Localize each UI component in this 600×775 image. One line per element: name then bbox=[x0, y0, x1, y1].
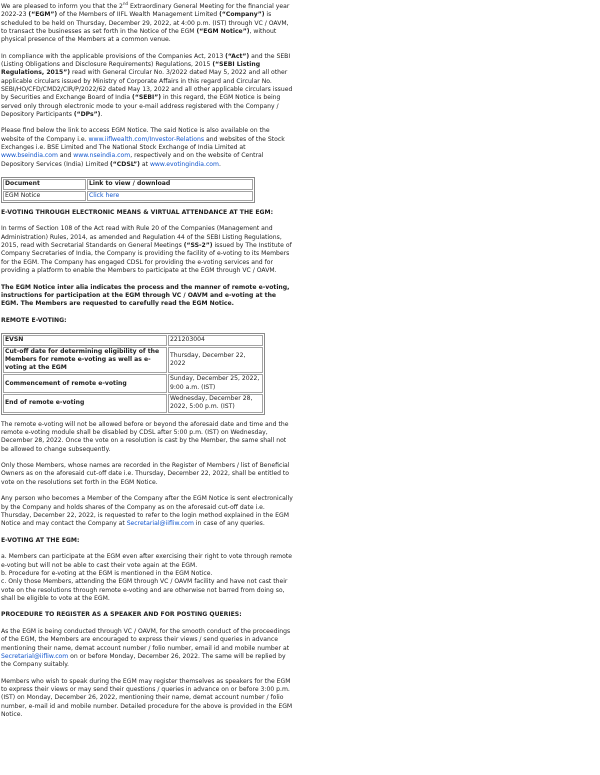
text-run: . bbox=[100, 110, 103, 118]
speaker-paragraph-1 bbox=[1, 628, 295, 669]
text-run: In terms of Section 108 of the Act read with Rule 20 of the Companies (Management and Administration) Rules, 2014, as amended and Regulation 44 of the SEBI Listing Regulations, 2015, read with Secretarial Standards on General Meetings bbox=[1, 225, 282, 250]
evsn-value: 221203004 bbox=[168, 335, 263, 345]
text-run: read with General Circular No. 3/2022 dated May 5, 2022 and all other applicable circulars issued by Ministry of Corporate Affairs in this regard and Circular No. SEBI/HO/CFD/CMD2/CIR/P/2022/62 dated May 13, 2022 and all other applicable circulars issued by Securities and Exchange Board of India bbox=[1, 69, 293, 102]
egm-notice-email bbox=[0, 0, 297, 719]
speaker-paragraph-2: Members who wish to speak during the EGM may register themselves as speakers for the EGM to express their views or may send their questions / queries in advance on or before 3:00 p.m. (IST) on Monday, December 26, 2022, mentioning their name, demat account number / folio number, e-mail id and mobile number. Detailed procedure for the above is provided in the EGM Notice. bbox=[1, 677, 293, 719]
defined-term: (“Company”) bbox=[219, 11, 265, 19]
remote-evoting-heading: REMOTE E-VOTING: bbox=[1, 316, 67, 324]
defined-term: (“SEBI”) bbox=[132, 94, 162, 102]
defined-term: (“EGM”) bbox=[28, 11, 58, 19]
inline-link[interactable]: Secretarial@iifliw.com bbox=[1, 652, 69, 660]
text-run: in case of any queries. bbox=[193, 520, 265, 528]
intro-paragraph-3 bbox=[1, 127, 295, 168]
text-run: , respectively and on the website of Central Depository Services (India) Limited bbox=[1, 152, 264, 168]
inline-link[interactable]: www.nseindia.com bbox=[73, 152, 131, 160]
commencement-label: Commencement of remote e-voting bbox=[3, 374, 167, 393]
defined-term: (“CDSL”) bbox=[110, 160, 140, 168]
text-run: is scheduled to be held on Thursday, December 29, 2022, at 4:00 p.m. (IST) through VC / OAVM, to transact the businesses as set forth in the Notice of the EGM bbox=[1, 11, 289, 35]
text-run: and the SEBI (Listing Obligations and Disclosure Requirements) Regulations, 2015 bbox=[1, 52, 291, 69]
download-link-cell bbox=[87, 191, 253, 201]
text-run: of the Members of IIFL Wealth Management Limited bbox=[57, 11, 220, 19]
evoting-bold-note: The EGM Notice inter alia indicates the process and the manner of remote e-voting, instructions for participation at the EGM through VC / OAVM and e-voting at the EGM. The Members are requested to carefully read the EGM Notice. bbox=[1, 283, 290, 308]
inline-link[interactable]: www.bseindia.com bbox=[1, 152, 58, 160]
egm-notice-document-table bbox=[1, 177, 255, 203]
link-column-header: Link to view / download bbox=[87, 179, 253, 189]
cutoff-date-label: Cut-off date for determining eligibility of the Members for remote e-voting as well as e-voting at the EGM bbox=[3, 347, 167, 374]
evoting-section-paragraph bbox=[1, 225, 295, 275]
defined-term: (“DPs”) bbox=[73, 110, 101, 118]
remote-evoting-paragraph-2: Only those Members, whose names are recorded in the Register of Members / list of Beneficial Owners as on the aforesaid cut-off date i.e. Thursday, December 22, 2022, shall be entitled to vote on the resolutions set forth in the EGM Notice. bbox=[1, 462, 290, 486]
table-row bbox=[3, 191, 253, 201]
cutoff-date-value: Thursday, December 22, 2022 bbox=[168, 347, 263, 374]
text-run: issued by The Institute of Company Secretaries of India, the Company is providing the facility of e-voting to its Members for the EGM. The Company has engaged CDSL for providing the e-voting services and for providing a platform to enable the Members to participate at the EGM through VC / OAVM. bbox=[1, 242, 292, 274]
text-run: Extraordinary General Meeting for the financial year 2022-23 bbox=[1, 3, 290, 19]
text-run: We are pleased to inform you that the 2 bbox=[1, 3, 123, 10]
table-row bbox=[3, 335, 263, 345]
remote-evoting-schedule-table bbox=[1, 333, 265, 414]
text-run: Please find below the link to access EGM Notice. The said Notice is also available on the website of the Company i.e. bbox=[1, 127, 270, 143]
evoting-section-heading: E-VOTING THROUGH ELECTRONIC MEANS & VIRTUAL ATTENDANCE AT THE EGM: bbox=[1, 208, 274, 216]
list-item: a. Members can participate at the EGM even after exercising their right to vote through remote e-voting but will not be able to cast their vote again at the EGM. bbox=[1, 553, 293, 569]
evoting-at-egm-list bbox=[1, 553, 295, 603]
text-run: in this regard, the EGM Notice is being served only through electronic mode to your e-mail address registered with the Company / Depository Participants bbox=[1, 94, 281, 118]
table-row bbox=[3, 347, 263, 374]
table-header-row bbox=[3, 179, 253, 189]
speaker-section-heading: PROCEDURE TO REGISTER AS A SPEAKER AND FOR POSTING QUERIES: bbox=[1, 611, 242, 619]
text-run: , without physical presence of the Members at a common venue. bbox=[1, 27, 277, 44]
text-run: and bbox=[57, 152, 74, 160]
text-run: In compliance with the applicable provisions of the Companies Act, 2013 bbox=[1, 52, 226, 60]
text-run: at bbox=[139, 160, 150, 168]
table-row bbox=[3, 394, 263, 413]
text-run: Any person who becomes a Member of the Company after the EGM Notice is sent electronically by the Company and holds shares of the Company as on the aforesaid cut-off date i.e. Thursday, December 22, 2022, is requested to refer to the login method explained in the EGM Notice and may contact the Company at bbox=[1, 495, 293, 528]
list-item: c. Only those Members, attending the EGM through VC / OAVM facility and have not cast their vote on the resolutions through remote e-voting and are otherwise not barred from doing so, shall be eligible to vote at the EGM. bbox=[1, 578, 288, 602]
end-value: Wednesday, December 28, 2022, 5:00 p.m. (IST) bbox=[168, 394, 263, 413]
inline-link[interactable]: Secretarial@iifliw.com bbox=[126, 520, 194, 528]
remote-evoting-paragraph-3 bbox=[1, 495, 295, 528]
defined-term: (“EGM Notice”) bbox=[196, 27, 250, 35]
intro-paragraph-1 bbox=[1, 0, 295, 44]
inline-link[interactable]: www.evotingindia.com bbox=[149, 160, 219, 168]
table-row bbox=[3, 374, 263, 393]
defined-term: (“SS-2”) bbox=[183, 242, 213, 250]
intro-paragraph-2 bbox=[1, 53, 295, 119]
text-run: As the EGM is being conducted through VC / OAVM, for the smooth conduct of the proceedings of the EGM, the Members are encouraged to express their views / send queries in advance mentioning their name, demat account number / folio number, email id and mobile number at bbox=[1, 628, 291, 652]
text-run: on or before Monday, December 26, 2022. The same will be replied by the Company suitably. bbox=[1, 652, 286, 669]
end-label: End of remote e-voting bbox=[3, 394, 167, 413]
evsn-label: EVSN bbox=[3, 335, 167, 345]
remote-evoting-paragraph-1: The remote e-voting will not be allowed before or beyond the aforesaid date and time and the remote e-voting module shall be disabled by CDSL after 5:00 p.m. (IST) on Wednesday, December 28, 2022. Once the vote on a resolution is cast by the Member, the same shall not be allowed to change subsequently. bbox=[1, 420, 289, 453]
defined-term: (“Act”) bbox=[225, 52, 250, 60]
evoting-at-egm-heading: E-VOTING AT THE EGM: bbox=[1, 536, 80, 544]
defined-term: (“SEBI Listing Regulations, 2015”) bbox=[1, 61, 261, 77]
ordinal-suffix: nd bbox=[122, 0, 129, 6]
text-run: . bbox=[218, 160, 221, 168]
inline-link[interactable]: www.iiflwealth.com/Investor-Relations bbox=[88, 135, 205, 143]
document-name-cell: EGM Notice bbox=[3, 191, 86, 201]
document-column-header: Document bbox=[3, 179, 86, 189]
list-item: b. Procedure for e-voting at the EGM is mentioned in the EGM Notice. bbox=[1, 570, 213, 577]
commencement-value: Sunday, December 25, 2022, 9:00 a.m. (IST) bbox=[168, 374, 263, 393]
egm-notice-download-link[interactable]: Click here bbox=[89, 191, 120, 199]
text-run: and websites of the Stock Exchanges i.e. BSE Limited and The National Stock Exchange of India Limited at bbox=[1, 135, 285, 152]
